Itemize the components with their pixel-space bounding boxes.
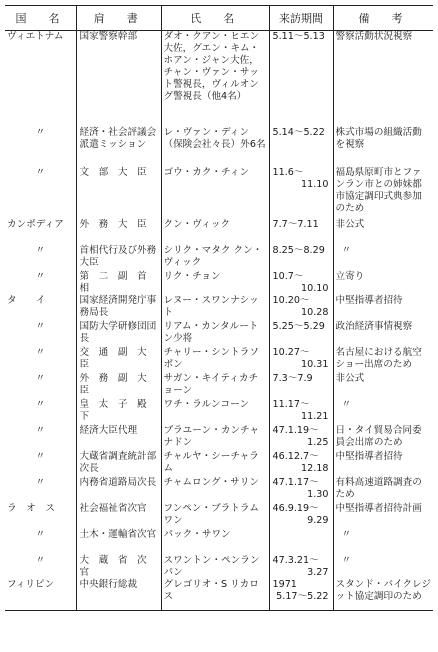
period-start: 10.7〜	[272, 270, 304, 282]
cell-country: 〃	[35, 166, 46, 178]
cell-note: 警察活動状況視察	[333, 31, 433, 127]
header-country: 国 名	[5, 6, 76, 31]
table-row	[5, 271, 433, 295]
period-end: 5.17〜5.22	[276, 590, 329, 602]
cell-title: 経済大臣代理	[76, 425, 161, 451]
cell-note: 〃	[333, 245, 433, 271]
cell-name: チャリー・シントラソボン	[161, 347, 269, 373]
cell-period	[269, 127, 333, 167]
cell-name: シリク・マタク クン・ヴィック	[161, 245, 269, 271]
table-row	[5, 425, 433, 451]
cell-note: 非公式	[333, 219, 433, 245]
cell-country: 〃	[35, 270, 46, 282]
cell-title: 社会福祉省次官	[76, 503, 161, 529]
cell-title: 第 二 副 首 相	[76, 271, 161, 295]
period-end: 10.10	[301, 282, 329, 294]
table-row	[5, 503, 433, 529]
period-start: 47.1.19〜	[272, 424, 319, 436]
table-row	[5, 127, 433, 167]
period-start: 1971	[272, 578, 297, 590]
cell-note: 立寄り	[333, 271, 433, 295]
table-row	[5, 219, 433, 245]
cell-title: 文 部 大 臣	[76, 167, 161, 219]
cell-note: 〃	[333, 529, 433, 555]
cell-period	[269, 271, 333, 295]
cell-country: 〃	[35, 554, 46, 566]
period-start: 11.6〜	[272, 166, 304, 178]
cell-title: 中央銀行総裁	[76, 579, 161, 611]
cell-country: タ イ	[7, 294, 46, 306]
period-end: 10.28	[301, 306, 329, 318]
period-start: 46.9.19〜	[272, 502, 319, 514]
period-end: 3.27	[307, 566, 329, 578]
cell-period	[269, 347, 333, 373]
cell-note: 中堅指導者招待	[333, 295, 433, 321]
cell-name: ゴウ・カク・チィン	[161, 167, 269, 219]
table-header	[5, 6, 433, 31]
cell-title: 国家経済開発庁事務局長	[76, 295, 161, 321]
cell-period	[269, 555, 333, 579]
table-row	[5, 477, 433, 503]
period-start: 10.27〜	[272, 346, 310, 358]
cell-note: 福島県原町市とファンラン市との姉妹都市協定調印式典参加のため	[333, 167, 433, 219]
cell-title: 国防大学研修団団長	[76, 321, 161, 347]
cell-period	[269, 477, 333, 503]
period-start: 11.17〜	[272, 398, 310, 410]
cell-note: 有料高速道路調査のため	[333, 477, 433, 503]
table-row	[5, 399, 433, 425]
period-end: 9.29	[307, 514, 329, 526]
cell-name: ワチ・ラルンコーン	[161, 399, 269, 425]
cell-name: ダオ・クアン・ヒエン大佐，グエン・キム・ホアン・ジャン大佐，チャン・ヴァン・サット警視長，ヴィルオング警視長（他4名）	[161, 31, 269, 127]
header-title: 肩 書	[76, 6, 161, 31]
period-start: 47.1.17〜	[272, 476, 319, 488]
cell-period	[269, 373, 333, 399]
table-row	[5, 555, 433, 579]
period-end: 10.31	[301, 358, 329, 370]
cell-title: 大蔵省調査統計部次長	[76, 451, 161, 477]
cell-country: 〃	[35, 476, 46, 488]
cell-name: チャルヤ・シーチャラム	[161, 451, 269, 477]
cell-country: ヴィエトナム	[7, 31, 64, 42]
period-end: 1.30	[307, 488, 329, 500]
cell-note: 株式市場の組織活動を視察	[333, 127, 433, 167]
cell-title: 交 通 副 大 臣	[76, 347, 161, 373]
cell-title: 外 務 大 臣	[76, 219, 161, 245]
table-row	[5, 347, 433, 373]
table-row	[5, 167, 433, 219]
cell-title: 内務省道路局次長	[76, 477, 161, 503]
cell-note: 日・タイ貿易合同委員会出席のため	[333, 425, 433, 451]
cell-period	[269, 31, 333, 127]
table-row	[5, 295, 433, 321]
table-row	[5, 451, 433, 477]
cell-period	[269, 529, 333, 555]
period-start: 5.25〜5.29	[272, 320, 325, 332]
cell-note: 名古屋における航空ショー出席のため	[333, 347, 433, 373]
cell-country: 〃	[35, 372, 46, 384]
period-start: 46.12.7〜	[272, 450, 319, 462]
cell-name: クン・ヴィック	[161, 219, 269, 245]
cell-title: 大 蔵 省 次 官	[76, 555, 161, 579]
cell-country: 〃	[35, 320, 46, 332]
cell-period	[269, 503, 333, 529]
cell-note: スタンド・バイクレジット協定調印のため	[333, 579, 433, 611]
cell-name: レ・ヴァン・ディン（保険会社々長）外6名	[161, 127, 269, 167]
header-period: 来訪期間	[269, 6, 333, 31]
cell-country: 〃	[35, 244, 46, 256]
cell-country: フィリピン	[5, 579, 76, 611]
cell-country: 〃	[35, 346, 46, 358]
cell-note: 非公式	[333, 373, 433, 399]
period-start: 8.25〜8.29	[272, 244, 325, 256]
cell-country: 〃	[35, 528, 46, 540]
cell-period	[269, 219, 333, 245]
period-start: 7.7〜7.11	[272, 218, 319, 230]
cell-country: カンボディア	[7, 218, 64, 230]
cell-country: 〃	[35, 398, 46, 410]
cell-period	[269, 167, 333, 219]
cell-name: レヌー・スワンナシット	[161, 295, 269, 321]
cell-note: 〃	[333, 555, 433, 579]
period-end: 1.25	[307, 436, 329, 448]
cell-period	[269, 245, 333, 271]
cell-name: リアム・カンタルートン少将	[161, 321, 269, 347]
cell-title: 外 務 副 大 臣	[76, 373, 161, 399]
period-end: 11.21	[301, 410, 329, 422]
cell-name: パック・サワン	[161, 529, 269, 555]
cell-period	[269, 321, 333, 347]
cell-note: 〃	[333, 399, 433, 425]
header-note: 備 考	[333, 6, 433, 31]
cell-name: サガン・キイティカチョーン	[161, 373, 269, 399]
cell-name: ブラユーン・カンチャナドン	[161, 425, 269, 451]
document-page	[5, 5, 433, 611]
cell-period	[269, 295, 333, 321]
cell-country: 〃	[35, 126, 46, 138]
cell-period	[269, 399, 333, 425]
table-row	[5, 373, 433, 399]
cell-name: フンペン・ブラトラムワン	[161, 503, 269, 529]
cell-title: 皇 太 子 殿 下	[76, 399, 161, 425]
table-row	[5, 579, 433, 611]
cell-period	[269, 579, 333, 611]
cell-period	[269, 425, 333, 451]
cell-name: グレゴリオ・S リカロス	[161, 579, 269, 611]
cell-name: リク・チョン	[161, 271, 269, 295]
period-start: 7.3〜7.9	[272, 372, 313, 384]
table-row	[5, 321, 433, 347]
table-row	[5, 245, 433, 271]
cell-name: チャムロング・サリン	[161, 477, 269, 503]
cell-note: 中堅指導者招待計画	[333, 503, 433, 529]
period-end: 12.18	[301, 462, 329, 474]
table-row	[5, 529, 433, 555]
cell-note: 中堅指導者招待	[333, 451, 433, 477]
table-row	[5, 31, 433, 127]
cell-country: 〃	[35, 450, 46, 462]
visitors-table	[5, 5, 433, 611]
period-end: 11.10	[301, 178, 329, 190]
header-name: 氏 名	[161, 6, 269, 31]
table-body	[5, 31, 433, 611]
cell-name: スワントン・ペンランパン	[161, 555, 269, 579]
period-start: 5.14〜5.22	[272, 126, 325, 138]
period-start: 10.20〜	[272, 294, 310, 306]
cell-country: 〃	[35, 424, 46, 436]
period-start: 5.11〜5.13	[272, 31, 325, 42]
cell-country: ラ オ ス	[7, 502, 55, 514]
cell-title: 土木・運輸省次官	[76, 529, 161, 555]
cell-title: 国家警察幹部	[76, 31, 161, 127]
period-start: 47.3.21〜	[272, 554, 319, 566]
cell-note: 政治経済事情視察	[333, 321, 433, 347]
cell-title: 首相代行及び外務大臣	[76, 245, 161, 271]
cell-period	[269, 451, 333, 477]
cell-title: 経済・社会評議会派遣ミッション	[76, 127, 161, 167]
